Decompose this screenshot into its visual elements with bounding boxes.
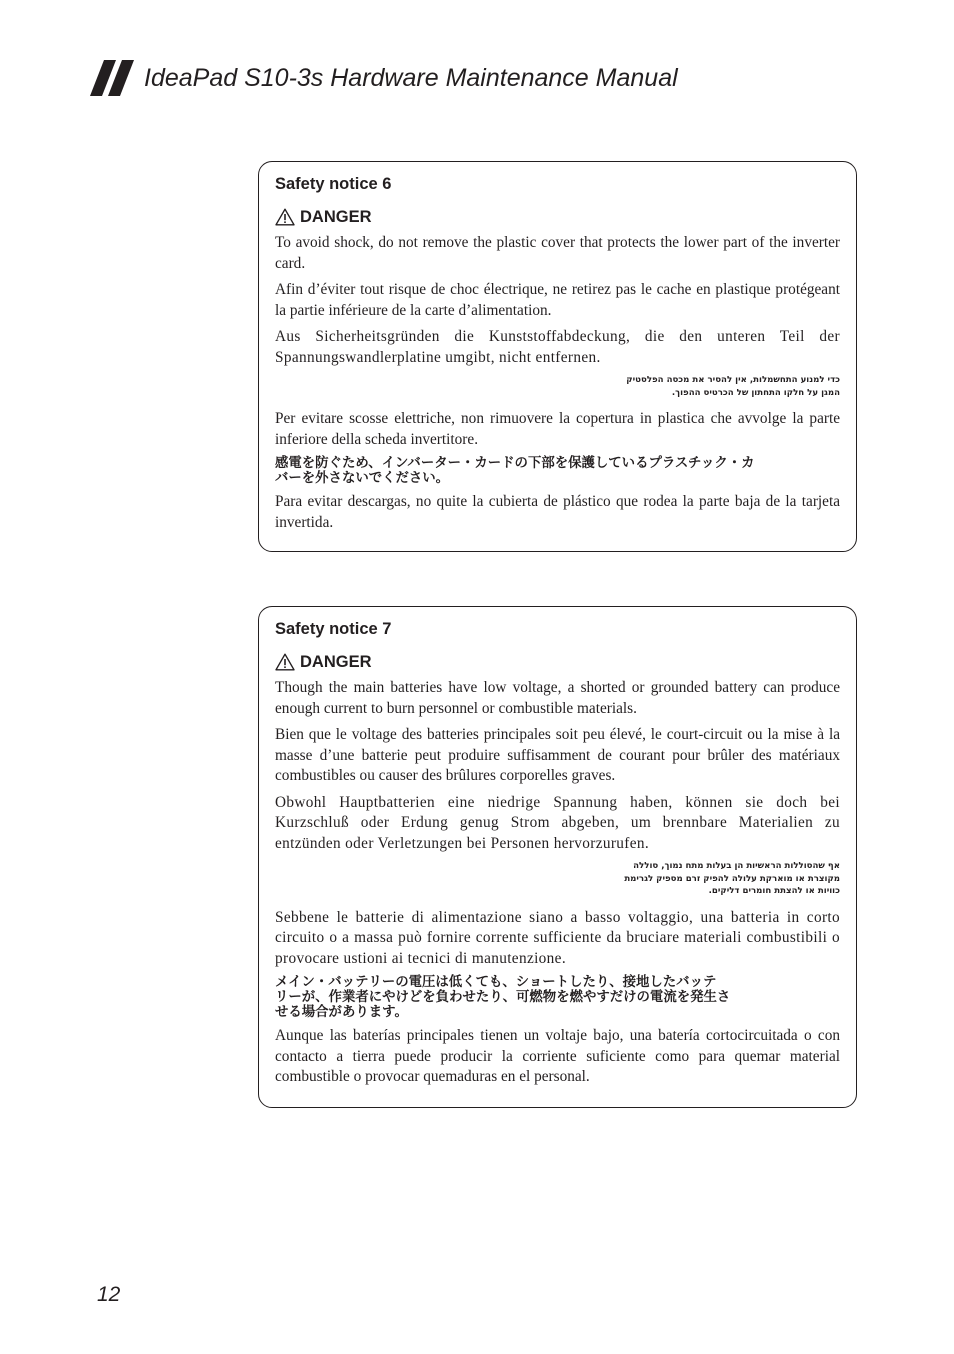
warning-triangle-icon [275, 208, 295, 226]
warning-triangle-icon [275, 653, 295, 671]
manual-title: IdeaPad S10-3s Hardware Maintenance Manual [144, 63, 678, 92]
notice-text-fr: Bien que le voltage des batteries principales soit peu élevé, le court-circuit ou la mise à la masse d’une batterie peut produire suffisamment de courant pour brûler des matériaux combustibles ou causer des brûlures corporelles graves. [275, 726, 840, 784]
notice-title: Safety notice 7 [275, 620, 392, 638]
notice-text-fr: Afin d’éviter tout risque de choc électrique, ne retirez pas le cache en plastique protégeant la partie inférieure de la carte d’alimentation. [275, 281, 840, 319]
page-header [90, 58, 678, 98]
notice-text-he: כדי למנוע התחשמלות, אין להסיר את מכסה הפלסטיק המגן על חלקו התחתון של הכרטיס ההפוך. [626, 375, 840, 398]
danger-label: DANGER [300, 208, 372, 226]
danger-heading [275, 207, 840, 227]
notice-text-es: Aunque las baterías principales tienen un voltaje bajo, una batería cortocircuitada o con contacto a tierra puede producir la corriente suficiente como para quemar material combustible o provocar quemaduras en el personal. [275, 1027, 840, 1085]
notice-text-de: Aus Sicherheitsgründen die Kunststoffabdeckung, die den unteren Teil der Spannungswandlerplatine umgibt, nicht entfernen. [275, 328, 840, 366]
notice-title: Safety notice 6 [275, 175, 392, 193]
notice-text-es: Para evitar descargas, no quite la cubierta de plástico que rodea la parte baja de la tarjeta invertida. [275, 493, 840, 531]
notice-text-de: Obwohl Hauptbatterien eine niedrige Spannung haben, können sie doch bei Kurzschluß oder Erdung genug Strom abgeben, um brennbare Materialien zu entzünden oder Verletzungen bei Personen hervorzurufen. [275, 793, 840, 852]
danger-heading [275, 652, 840, 672]
double-slash-logo [90, 60, 136, 96]
safety-notice-6 [258, 161, 857, 552]
notice-text-ja: 感電を防ぐため、インバーター・カードの下部を保護しているプラスチック・カ バーを外さないでください。 [275, 456, 755, 486]
notice-text-en: To avoid shock, do not remove the plastic cover that protects the lower part of the inverter card. [275, 234, 840, 272]
notice-text-he: אף שהסוללות הראשיות הן בעלות מתח נמוך, סוללה מקוצרת או מוארקת עלולה להפיק זרם מספיק לגרימת כוויות או להצתת חומרים דליקים. [624, 861, 840, 896]
page-number: 12 [97, 1283, 121, 1306]
safety-notice-7 [258, 606, 857, 1108]
notice-text-it: Per evitare scosse elettriche, non rimuovere la copertura in plastica che avvolge la parte inferiore della scheda invertitore. [275, 410, 840, 448]
notice-text-ja: メイン・バッテリーの電圧は低くても、ショートしたり、接地したバッテ リーが、作業者にやけどを負わせたり、可燃物を燃やすだけの電流を発生さ せる場合があります。 [275, 975, 731, 1020]
notice-text-en: Though the main batteries have low voltage, a shorted or grounded battery can produce enough current to burn personnel or combustible materials. [275, 679, 840, 717]
notice-text-it: Sebbene le batterie di alimentazione siano a basso voltaggio, una batteria in corto circuito o a massa può fornire corrente sufficiente da bruciare materiali combustibili o provocare ustioni ai tecnici di manutenzione. [275, 908, 840, 967]
danger-label: DANGER [300, 653, 372, 671]
